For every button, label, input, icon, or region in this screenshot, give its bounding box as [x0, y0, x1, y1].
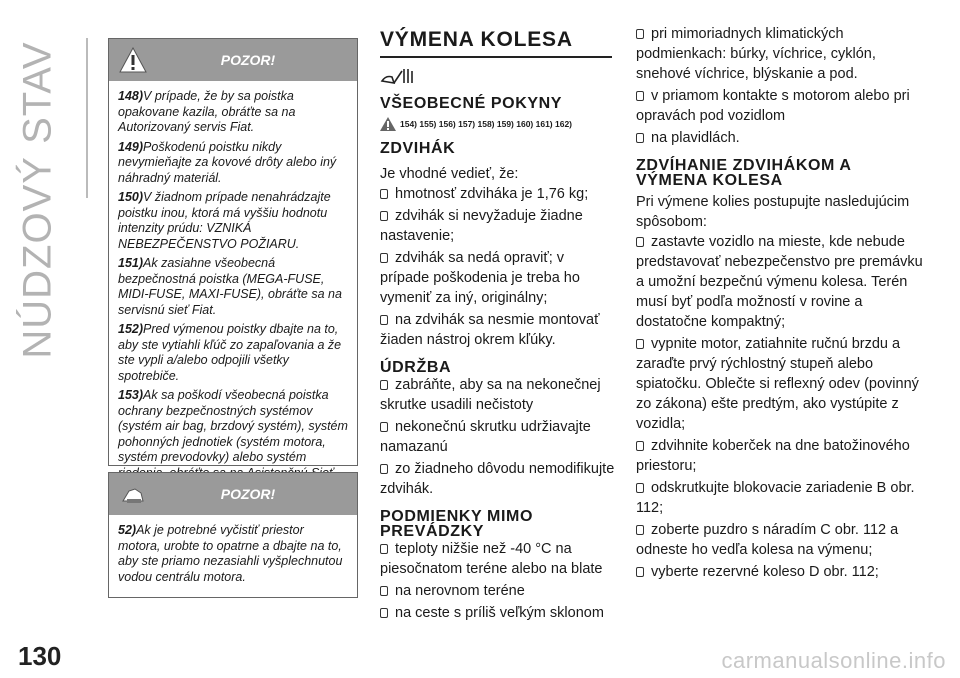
list-item — [380, 603, 616, 623]
item-text: 151) — [118, 256, 144, 270]
warning-item — [118, 256, 348, 318]
checkbox-bullet-icon — [380, 189, 388, 199]
item-text: 148) — [118, 89, 144, 103]
warning-header — [109, 473, 357, 515]
lifting-intro: Pri výmene kolies postupujte nasledujúcim spôsobom: — [636, 194, 910, 230]
list-item — [380, 539, 616, 579]
list-item — [380, 310, 616, 350]
item-text: Pred výmenou poistky dbajte na to, aby ste vytiahli kľúč zo zapaľovania a že ste vypli a/alebo odpojili všetky spotrebiče. — [118, 322, 342, 383]
checkbox-bullet-icon — [636, 29, 644, 39]
item-text: Ak zasiahne všeobecná bezpečnostná poistka (MEGA-FUSE, MIDI-FUSE, MAXI-FUSE), obráťte sa na servisnú sieť Fiat. — [118, 256, 342, 317]
checkbox-bullet-icon — [380, 464, 388, 474]
side-divider — [86, 38, 88, 198]
checkbox-bullet-icon — [636, 339, 644, 349]
warning-triangle-icon — [380, 117, 396, 131]
list-item — [380, 417, 616, 457]
general-heading: VŠEOBECNÉ POKYNY — [380, 95, 563, 112]
checkbox-bullet-icon — [380, 586, 388, 596]
checkbox-bullet-icon — [636, 441, 644, 451]
item-text: na plavidlách. — [651, 130, 740, 146]
checkbox-bullet-icon — [380, 544, 388, 554]
item-text: zoberte puzdro s náradím C obr. 112 a odneste ho vedľa kolesa na výmenu; — [636, 522, 899, 558]
list-item — [636, 436, 926, 476]
checkbox-bullet-icon — [380, 380, 388, 390]
warning-item — [118, 140, 348, 187]
list-item — [636, 478, 926, 518]
item-text: vyberte rezervné koleso D obr. 112; — [651, 564, 879, 580]
list-item — [636, 86, 926, 126]
checkbox-bullet-icon — [380, 253, 388, 263]
watermark: carmanualsonline.info — [721, 648, 946, 673]
warning-title: POZOR! — [220, 52, 276, 68]
item-text: teploty nižšie než -40 °C na piesočnatom teréne alebo na blate — [380, 541, 603, 577]
item-text: V prípade, že by sa poistka opakovane kazila, obráťte sa na Autorizovaný servis Fiat. — [118, 89, 296, 134]
list-item — [636, 562, 926, 582]
jack-heading: ZDVIHÁK — [380, 140, 456, 157]
page-number: 130 — [18, 641, 62, 671]
list-item — [636, 128, 926, 148]
lifting-heading: ZDVÍHANIE ZDVIHÁKOM A VÝMENA KOLESA — [636, 157, 851, 189]
jack-intro: Je vhodné vedieť, že: — [380, 166, 519, 182]
list-item — [380, 459, 616, 499]
item-text: 52) — [118, 523, 137, 537]
conditions-heading: PODMIENKY MIMO PREVÁDZKY — [380, 508, 534, 540]
list-item — [636, 232, 926, 332]
main-column-left — [380, 28, 616, 625]
warning-title: POZOR! — [220, 486, 276, 502]
checkbox-bullet-icon — [636, 133, 644, 143]
warning-box-fuses — [108, 38, 358, 466]
item-text: 150) — [118, 190, 144, 204]
warning-item — [118, 190, 348, 252]
item-text: zdvihák sa nedá opraviť; v prípade poškodenia je treba ho vymeniť za iný, originálny; — [380, 250, 580, 306]
maintenance-heading: ÚDRŽBA — [380, 359, 452, 376]
chapter-side-title: NÚDZOVÝ STAV — [15, 41, 60, 359]
item-text: nekonečnú skrutku udržiavajte namazanú — [380, 419, 591, 455]
item-text: vypnite motor, zatiahnite ručnú brzdu a zaraďte prvý rýchlostný stupeň alebo spiatočku. Oblečte si reflexný odev (povinný zo zákona) ešte predtým, ako vystúpite z vozidla; — [636, 336, 919, 432]
item-text: V žiadnom prípade nenahrádzajte poistku inou, ktorá má vyššiu hodnotu intenzity prúdu: VZNIKÁ NEBEZPEČENSTVO POŽIARU. — [118, 190, 331, 251]
item-text: Poškodenú poistku nikdy nevymieňajte za kovové drôty alebo iný náhradný materiál. — [118, 139, 337, 185]
item-text: zdvihák si nevyžaduje žiadne nastavenie; — [380, 208, 583, 244]
warning-box-engine — [108, 472, 358, 598]
item-text: zo žiadneho dôvodu nemodifikujte zdvihák. — [380, 461, 615, 497]
general-icons — [380, 64, 616, 90]
checkbox-bullet-icon — [636, 567, 644, 577]
list-item — [380, 581, 616, 601]
item-text: zastavte vozidlo na mieste, kde nebude predstavovať nebezpečenstvo pre premávku a umožní bezpečnú výmenu kolesa. Terén musí byť podľa možností v rovine a dostatočne kompaktný; — [636, 234, 923, 330]
checkbox-bullet-icon — [636, 525, 644, 535]
list-item — [636, 334, 926, 434]
item-text: Ak je potrebné vyčistiť priestor motora, urobte to opatrne a dbajte na to, aby ste priamo nezasiahli vyšplechnutou vodou centrálu motora. — [118, 523, 343, 584]
checkbox-bullet-icon — [380, 422, 388, 432]
checkbox-bullet-icon — [636, 91, 644, 101]
item-text: 152) — [118, 322, 144, 336]
list-item — [380, 184, 616, 204]
item-text: 153) — [118, 388, 144, 402]
checkbox-bullet-icon — [380, 315, 388, 325]
item-text: pri mimoriadnych klimatických podmienkach: búrky, víchrice, cyklón, snehové víchrice, blýskanie a pod. — [636, 26, 876, 82]
warning-references: 154) 155) 156) 157) 158) 159) 160) 161) 162) — [380, 117, 616, 131]
list-item — [380, 206, 616, 246]
item-text: odskrutkujte blokovacie zariadenie B obr. 112; — [636, 480, 915, 516]
section-title: VÝMENA KOLESA — [380, 28, 573, 51]
warning-item — [118, 523, 348, 585]
checkbox-bullet-icon — [636, 483, 644, 493]
item-text: v priamom kontakte s motorom alebo pri opravách pod vozidlom — [636, 88, 910, 124]
checkbox-bullet-icon — [380, 211, 388, 221]
list-item — [380, 248, 616, 308]
item-text: na nerovnom teréne — [395, 583, 525, 599]
item-text: 149) — [118, 139, 144, 154]
checkbox-bullet-icon — [636, 237, 644, 247]
hand-tool-icon — [380, 65, 424, 89]
item-text: na ceste s príliš veľkým sklonom — [395, 605, 604, 621]
item-text: zdvihnite koberček na dne batožinového priestoru; — [636, 438, 910, 474]
title-rule — [380, 56, 612, 58]
list-item — [636, 24, 926, 84]
main-column-right — [636, 24, 926, 584]
warning-item — [118, 322, 348, 384]
checkbox-bullet-icon — [380, 608, 388, 618]
item-text: hmotnosť zdviháka je 1,76 kg; — [395, 186, 589, 202]
item-text: na zdvihák sa nesmie montovať žiaden nástroj okrem kľúky. — [380, 312, 600, 348]
warning-item — [118, 89, 348, 136]
list-item — [380, 375, 616, 415]
item-text: zabráňte, aby sa na nekonečnej skrutke usadili nečistoty — [380, 377, 601, 413]
item-text: Ak sa poškodí všeobecná poistka ochrany bezpečnostných systémov (systém air bag, brzdový systém), systém pohonných jednotiek (systém motora, systém prevodovky) alebo systém — [118, 388, 348, 464]
warning-header — [109, 39, 357, 81]
list-item — [636, 520, 926, 560]
